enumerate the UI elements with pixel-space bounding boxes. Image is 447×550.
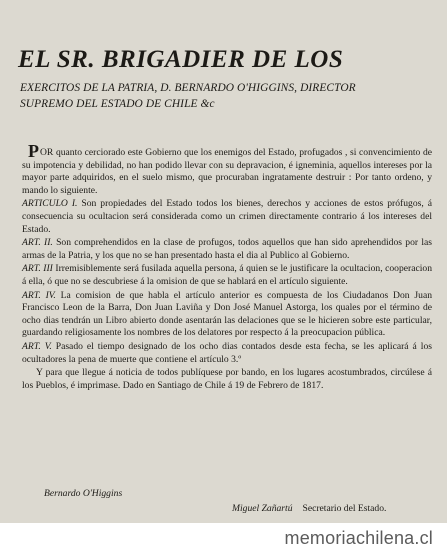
- subtitle-line-2: SUPREMO DEL ESTADO DE CHILE &c: [20, 98, 215, 110]
- secretary-title: Secretario del Estado.: [302, 503, 387, 514]
- closing-paragraph: Y para que llegue á noticia de todos publíquese por bando, en los lugares acostumbrados, circúlese á los Pueblos, é imprimase. Dado en Santiago de Chile á 19 de Febrero de 1817.: [22, 367, 432, 391]
- article-label: ART. III: [22, 263, 53, 275]
- article-5: [22, 341, 432, 366]
- secretary-name: Miguel Zañartú: [232, 503, 293, 514]
- article-1: [22, 198, 432, 236]
- article-4: [22, 290, 432, 340]
- article-label: ARTICULO I.: [22, 198, 78, 210]
- article-3: [22, 263, 432, 288]
- document-subtitle: [20, 80, 440, 112]
- intro-text: OR quanto cerciorado este Gobierno que los enemigos del Estado, profugados , si convencimiento de su impotencia y debilidad, no han podido llevar con su depravacion, é igneminia, aquellos intereses por la mayor parte adquiridos, en el suelo mismo, que procuraban ingratamente destruir : Por tanto ordeno, y mando lo siguiente.: [22, 147, 432, 196]
- article-label: ART. V.: [22, 340, 52, 352]
- article-label: ART. II.: [22, 237, 53, 249]
- article-text: La comision de que habla el artículo anterior es compuesta de los Ciudadanos Don Juan Francisco Leon de la Barra, Don Juan Laviña y Don José Manuel Astorga, los quales por el término de ocho dias tendrán un Libro abierto donde asentarán las delaciones que se le hicieren sobre este particular, guardando religiosamente los nombres de los delatores por respecto á la preocupacion pública.: [22, 289, 432, 339]
- article-text: Son comprehendidos en la clase de profugos, todos aquellos que han sido aprehendidos por las armas de la Patria, y los que no se han presentado hasta el dia al Publico al Gobierno.: [22, 237, 432, 261]
- intro-paragraph: [22, 141, 432, 197]
- drop-cap: P: [28, 141, 39, 161]
- article-label: ART. IV.: [22, 289, 56, 301]
- article-text: Pasado el tiempo designado de los ocho dias contados desde esta fecha, se les aplicará á los ocultadores la pena de muerte que contiene el artículo 3.º: [22, 340, 432, 365]
- source-watermark: memoriachilena.cl: [284, 528, 433, 548]
- signature-ohiggins: Bernardo O'Higgins: [44, 488, 123, 499]
- article-text: Irremisiblemente será fusilada aquella persona, á quien se le justificare la ocultacion, cooperacion á ella, ó que no se descubriese á la omision de que se hablará en el artículo siguiente.: [22, 263, 432, 287]
- subtitle-line-1: EXERCITOS DE LA PATRIA, D. BERNARDO O'HIGGINS, DIRECTOR: [20, 82, 356, 94]
- signature-secretary: [232, 503, 386, 514]
- article-text: Son propiedades del Estado todos los bienes, derechos y acciones de estos prófugos, á consecuencia su ocultacion será considerada como un crimen directamente contrario á los intereses del Estado.: [22, 198, 433, 235]
- document-title: EL SR. BRIGADIER DE LOS: [18, 46, 344, 73]
- document-body: [22, 141, 433, 393]
- article-2: [22, 237, 432, 262]
